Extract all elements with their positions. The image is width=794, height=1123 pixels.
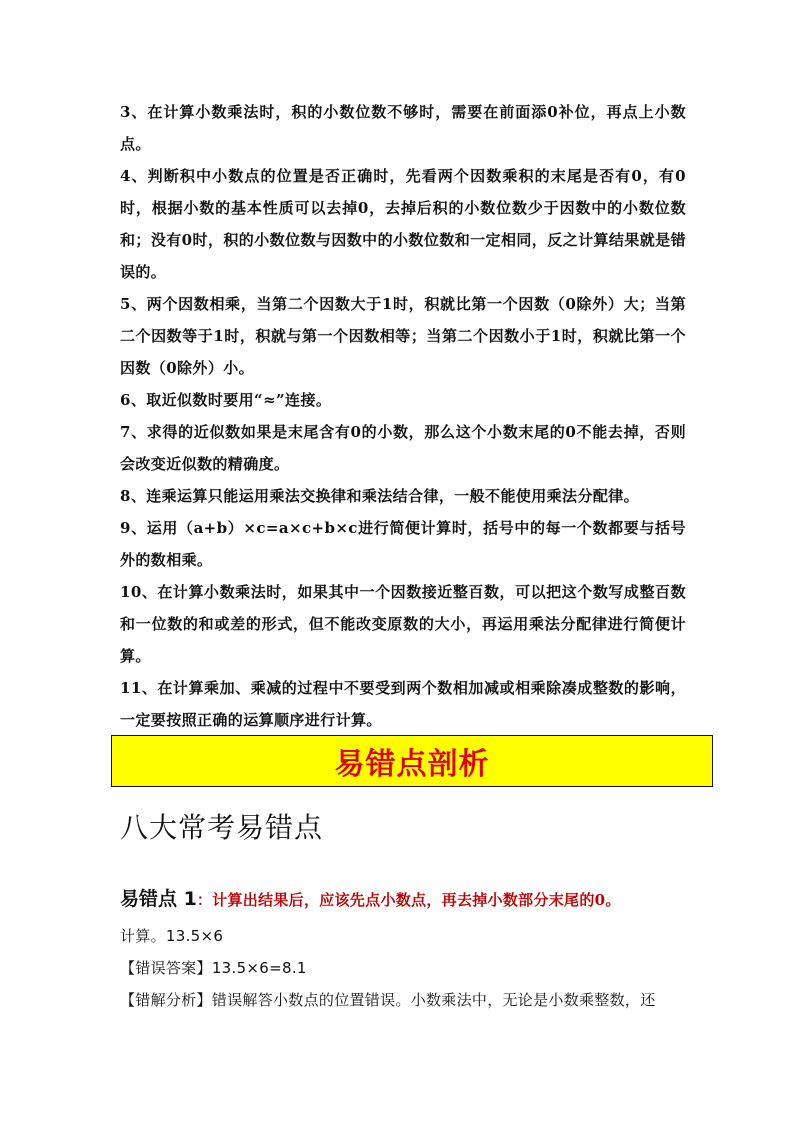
rules-list: [120, 96, 686, 736]
error-point-label: 易错点 1: [120, 888, 197, 910]
rule-item-5: 5、两个因数相乘，当第二个因数大于1时，积就比第一个因数（0除外）大；当第二个因数等于1时，积就与第一个因数相等；当第二个因数小于1时，积就比第一个因数（0除外）小。: [120, 295, 686, 377]
rule-item-7: 7、求得的近似数如果是末尾含有0的小数，那么这个小数末尾的0不能去掉，否则会改变近似数的精确度。: [120, 423, 686, 473]
section-banner: [111, 735, 713, 787]
error-point-heading: [120, 884, 621, 911]
rule-item-10: 10、在计算小数乘法时，如果其中一个因数接近整百数，可以把这个数写成整百数和一位数的和或差的形式，但不能改变原数的大小，再运用乘法分配律进行简便计算。: [120, 583, 686, 665]
wrong-answer-expression: 13.5×6=8.1: [211, 959, 307, 977]
problem-line: [120, 925, 223, 946]
rule-item-8: 8、连乘运算只能运用乘法交换律和乘法结合律，一般不能使用乘法分配律。: [120, 487, 640, 505]
section-title: 八大常考易错点: [120, 811, 324, 844]
problem-prefix: 计算。: [120, 927, 166, 945]
wrong-answer-line: [120, 957, 307, 978]
problem-expression: 13.5×6: [165, 927, 224, 945]
rule-item-9: 9、运用（a+b）×c=a×c+b×c进行简便计算时，括号中的每一个数都要与括号外的数相乘。: [120, 519, 686, 569]
error-point-description: 计算出结果后，应该先点小数点，再去掉小数部分末尾的0。: [212, 891, 621, 909]
rule-item-4: 4、判断积中小数点的位置是否正确时，先看两个因数乘积的末尾是否有0，有0时，根据小数的基本性质可以去掉0，去掉后积的小数位数少于因数中的小数位数和；没有0时，积的小数位数与因数中的小数位数和一定相同，反之计算结果就是错误的。: [120, 167, 686, 281]
banner-title: 易错点剖析: [334, 747, 490, 782]
rule-item-6: 6、取近似数时要用“≈”连接。: [120, 391, 332, 409]
rule-item-11: 11、在计算乘加、乘减的过程中不要受到两个数相加减或相乘除凑成整数的影响，一定要按照正确的运算顺序进行计算。: [120, 679, 686, 729]
analysis-line: 【错解分析】错误解答小数点的位置错误。小数乘法中，无论是小数乘整数，还: [120, 991, 656, 1009]
error-point-colon: ：: [196, 891, 213, 909]
wrong-answer-label: 【错误答案】: [120, 959, 212, 977]
rule-item-3: 3、在计算小数乘法时，积的小数位数不够时，需要在前面添0补位，再点上小数点。: [120, 103, 686, 153]
